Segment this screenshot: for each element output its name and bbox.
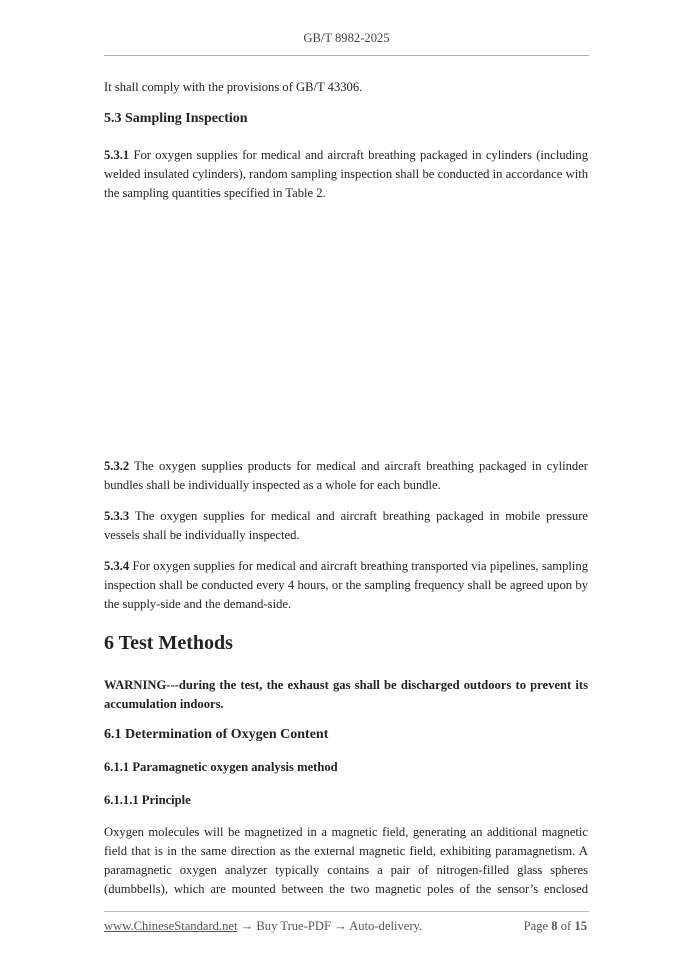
para-5-3-1-line: the sampling quantities specified in Table 2. [104, 186, 326, 200]
para-5-3-2-line [104, 457, 588, 475]
principle-line: paramagnetic oxygen analyzer typically contains a pair of nitrogen-filled glass spheres [104, 863, 588, 877]
clause-number: 5.3.1 [104, 148, 130, 162]
buy-text: Buy True-PDF [256, 919, 331, 933]
warning-line: accumulation indoors. [104, 697, 224, 711]
line-text: The oxygen supplies products for medical and aircraft breathing packaged in cylinder [134, 459, 588, 473]
clause-number: 5.3.2 [104, 459, 130, 473]
section-6-1-title: 6.1 Determination of Oxygen Content [104, 727, 329, 742]
line-text: For oxygen supplies for medical and aircraft breathing transported via pipelines, sampling [132, 559, 588, 573]
principle-line: Oxygen molecules will be magnetized in a magnetic field, generating an additional magnetic [104, 825, 588, 839]
arrow-icon: → [334, 919, 347, 933]
of-label: of [560, 919, 572, 933]
website-link[interactable]: www.ChineseStandard.net [104, 919, 238, 933]
delivery-text: Auto-delivery. [349, 919, 423, 933]
intro-text: It shall comply with the provisions of GB/T 43306. [104, 80, 363, 94]
para-5-3-4-line: the supply-side and the demand-side. [104, 597, 292, 611]
warning-line: WARNING---during the test, the exhaust gas shall be discharged outdoors to prevent its [104, 678, 588, 692]
section-6-1-1-title: 6.1.1 Paramagnetic oxygen analysis method [104, 760, 338, 774]
para-5-3-4-line: inspection shall be conducted every 4 hours, or the sampling frequency shall be agreed upon by [104, 578, 588, 592]
para-5-3-3-line [104, 507, 588, 525]
principle-line: field that is in the same direction as the external magnetic field, exhibiting paramagnetism. A [104, 844, 588, 858]
para-5-3-1-line [104, 146, 588, 164]
header-rule [104, 55, 589, 56]
footer-left [104, 917, 422, 935]
section-5-3-title: 5.3 Sampling Inspection [104, 111, 248, 126]
arrow-icon: → [240, 919, 254, 933]
clause-number: 5.3.4 [104, 559, 130, 573]
page-number [524, 917, 587, 935]
current-page: 8 [551, 919, 558, 933]
header-title: GB/T 8982-2025 [303, 31, 390, 45]
para-5-3-4-line [104, 557, 588, 575]
footer-rule [104, 911, 589, 912]
page-label: Page [523, 919, 549, 933]
para-5-3-2-line: bundles shall be individually inspected as a whole for each bundle. [104, 478, 441, 492]
total-pages: 15 [574, 919, 587, 933]
para-5-3-1-line: welded insulated cylinders), random sampling inspection shall be conducted in accordance with [104, 167, 588, 181]
line-text: For oxygen supplies for medical and aircraft breathing packaged in cylinders (including [133, 148, 588, 162]
principle-line: (dumbbells), which are mounted between the two magnetic poles of the sensor’s enclosed [104, 882, 588, 896]
section-6-title: 6 Test Methods [104, 632, 233, 654]
para-5-3-3-line: vessels shall be individually inspected. [104, 528, 300, 542]
line-text: The oxygen supplies for medical and aircraft breathing packaged in mobile pressure [134, 509, 588, 523]
clause-number: 5.3.3 [104, 509, 130, 523]
section-6-1-1-1-title: 6.1.1.1 Principle [104, 793, 191, 807]
